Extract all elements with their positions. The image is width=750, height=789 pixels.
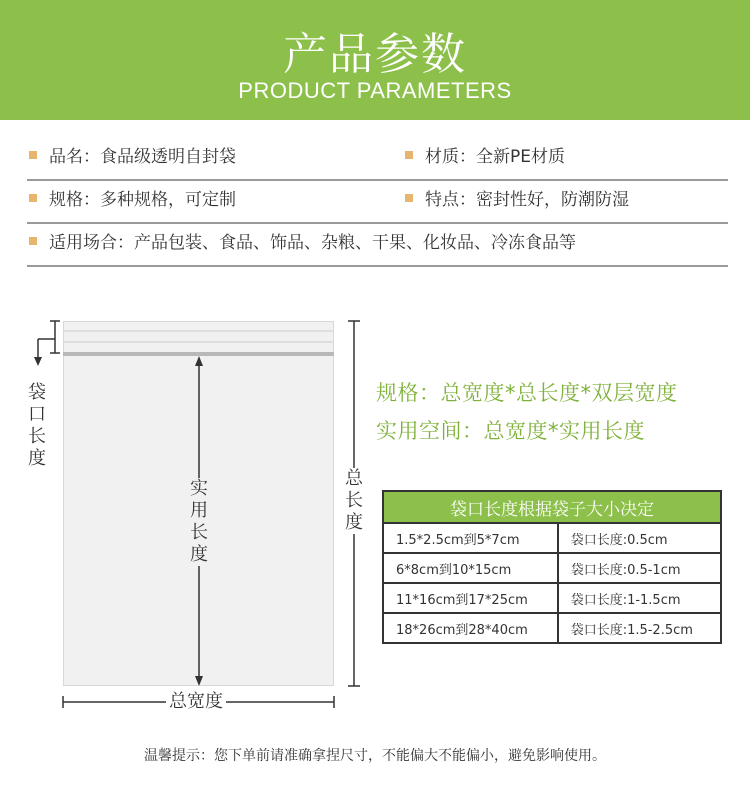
param-spec-text: 规格：多种规格，可定制 bbox=[49, 190, 236, 210]
arrow-down-icon bbox=[34, 357, 42, 366]
table-row bbox=[383, 523, 721, 553]
size-cell: 11*16cm到17*25cm bbox=[383, 583, 558, 613]
usable-length-label: 实用长度 bbox=[190, 478, 208, 565]
mouth-cell: 袋口长度:0.5-1cm bbox=[558, 553, 721, 583]
size-cell: 6*8cm到10*15cm bbox=[383, 553, 558, 583]
table-header: 袋口长度根据袋子大小决定 bbox=[383, 491, 721, 523]
total-width-label: 总宽度 bbox=[166, 691, 226, 713]
page-title: 产品参数 bbox=[283, 29, 467, 80]
param-name-text: 品名：食品级透明自封袋 bbox=[49, 147, 236, 167]
table-row bbox=[383, 583, 721, 613]
param-usage-text: 适用场合：产品包装、食品、饰品、杂粮、干果、化妆品、冷冻食品等 bbox=[49, 233, 576, 253]
mouth-cell: 袋口长度:0.5cm bbox=[558, 523, 721, 553]
size-cell: 18*26cm到28*40cm bbox=[383, 613, 558, 643]
size-cell: 1.5*2.5cm到5*7cm bbox=[383, 523, 558, 553]
mouth-length-label: 袋口长度 bbox=[28, 382, 46, 469]
mouth-cell: 袋口长度:1-1.5cm bbox=[558, 583, 721, 613]
tip-text: 温馨提示：您下单前请准确拿捏尺寸，不能偏大不能偏小，避免影响使用。 bbox=[144, 748, 606, 764]
page-subtitle: PRODUCT PARAMETERS bbox=[238, 78, 512, 103]
param-material-text: 材质：全新PE材质 bbox=[425, 147, 565, 167]
mouth-cell: 袋口长度:1.5-2.5cm bbox=[558, 613, 721, 643]
table-row bbox=[383, 553, 721, 583]
total-length-label: 总长度 bbox=[345, 468, 363, 533]
spec-line-2: 实用空间：总宽度*实用长度 bbox=[376, 419, 645, 443]
arrow-down-icon bbox=[195, 676, 203, 686]
table-row bbox=[383, 613, 721, 643]
arrow-up-icon bbox=[195, 356, 203, 366]
spec-line-1: 规格：总宽度*总长度*双层宽度 bbox=[376, 381, 678, 405]
mouth-length-table bbox=[382, 490, 722, 644]
param-feature-text: 特点：密封性好，防潮防湿 bbox=[425, 190, 629, 210]
